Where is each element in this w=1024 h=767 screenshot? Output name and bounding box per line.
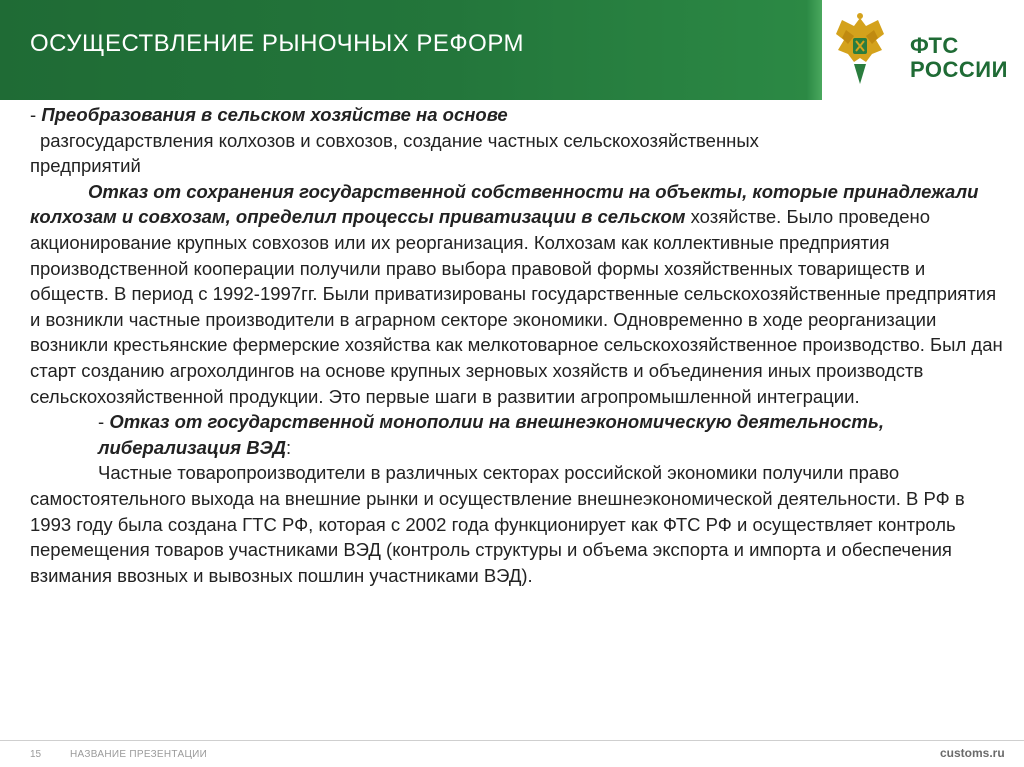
- paragraph-3: предприятий: [30, 155, 141, 177]
- paragraph-6: Частные товаропроизводители в различных секторах российской экономики получили право самостоятельного выхода на внешние рынки и осуществление внешнеэкономической деятельности. В РФ в 1993 году была создана ГТС РФ, которая с 2002 года функционирует как ФТС РФ и осуществляет контроль перемещения товаров участниками ВЭД (контроль структуры и объема экспорта и импорта и обеспечения взимания ввозных и вывозных пошлин участниками ВЭД).: [30, 462, 965, 586]
- page-number: 15: [30, 749, 42, 760]
- paragraph-1: - Преобразования в сельском хозяйстве на основе: [30, 104, 508, 125]
- heading-agriculture: Преобразования в сельском хозяйстве на основе: [41, 104, 508, 125]
- paragraph-5-lead: - Отказ от государственной монополии на внешнеэкономическую деятельность, либерализация ВЭД:: [98, 411, 885, 458]
- paragraph-2: разгосударствления колхозов и совхозов, создание частных сельскохозяйственных: [40, 129, 759, 151]
- header-accent-stripe: [807, 0, 822, 100]
- logo-line-1: ФТС: [910, 33, 959, 58]
- paragraph-4: Отказ от сохранения государственной собственности на объекты, которые принадлежали колхозам и совхозам, определил процессы приватизации в сельском хозяйстве. Было проведено акционирование крупных совхозов или их реорганизация. Колхозам как коллективные предприятия производственной кооперации получили право выбора правовой формы хозяйственных товариществ и обществ. В период с 1992-1997гг. Были приватизированы государственные сельскохозяйственные предприятия и возникли частные производители в аграрном секторе экономики. Одновременно в ходе реорганизации возникли крестьянские фермерские хозяйства как мелкотоварное сельскохозяйственное производство. Был дан старт созданию агрохолдингов на основе крупных зерновых хозяйств и объединения иных производств сельскохозяйственной продукции. Это первые шаги в развитии агропромышленной интеграции.: [30, 180, 1003, 407]
- logo-wordmark: [910, 34, 1008, 82]
- heading-foreign-trade: Отказ от государственной монополии на внешнеэкономическую деятельность, либерализация ВЭД: [98, 411, 885, 458]
- title-bar: [0, 0, 822, 100]
- presentation-name: НАЗВАНИЕ ПРЕЗЕНТАЦИИ: [70, 749, 208, 760]
- slide-body: [30, 102, 1005, 588]
- heading-state-property: Отказ от сохранения государственной собственности на объекты, которые принадлежали колхозам и совхозам, определил процессы приватизации в сельском: [30, 180, 979, 228]
- footer-divider: [0, 740, 1024, 741]
- eagle-emblem-icon: [830, 10, 890, 90]
- logo-line-2: РОССИИ: [910, 57, 1008, 82]
- logo-area: [822, 0, 1024, 100]
- slide-title: ОСУЩЕСТВЛЕНИЕ РЫНОЧНЫХ РЕФОРМ: [30, 30, 525, 57]
- footer-site-link[interactable]: customs.ru: [940, 746, 1005, 760]
